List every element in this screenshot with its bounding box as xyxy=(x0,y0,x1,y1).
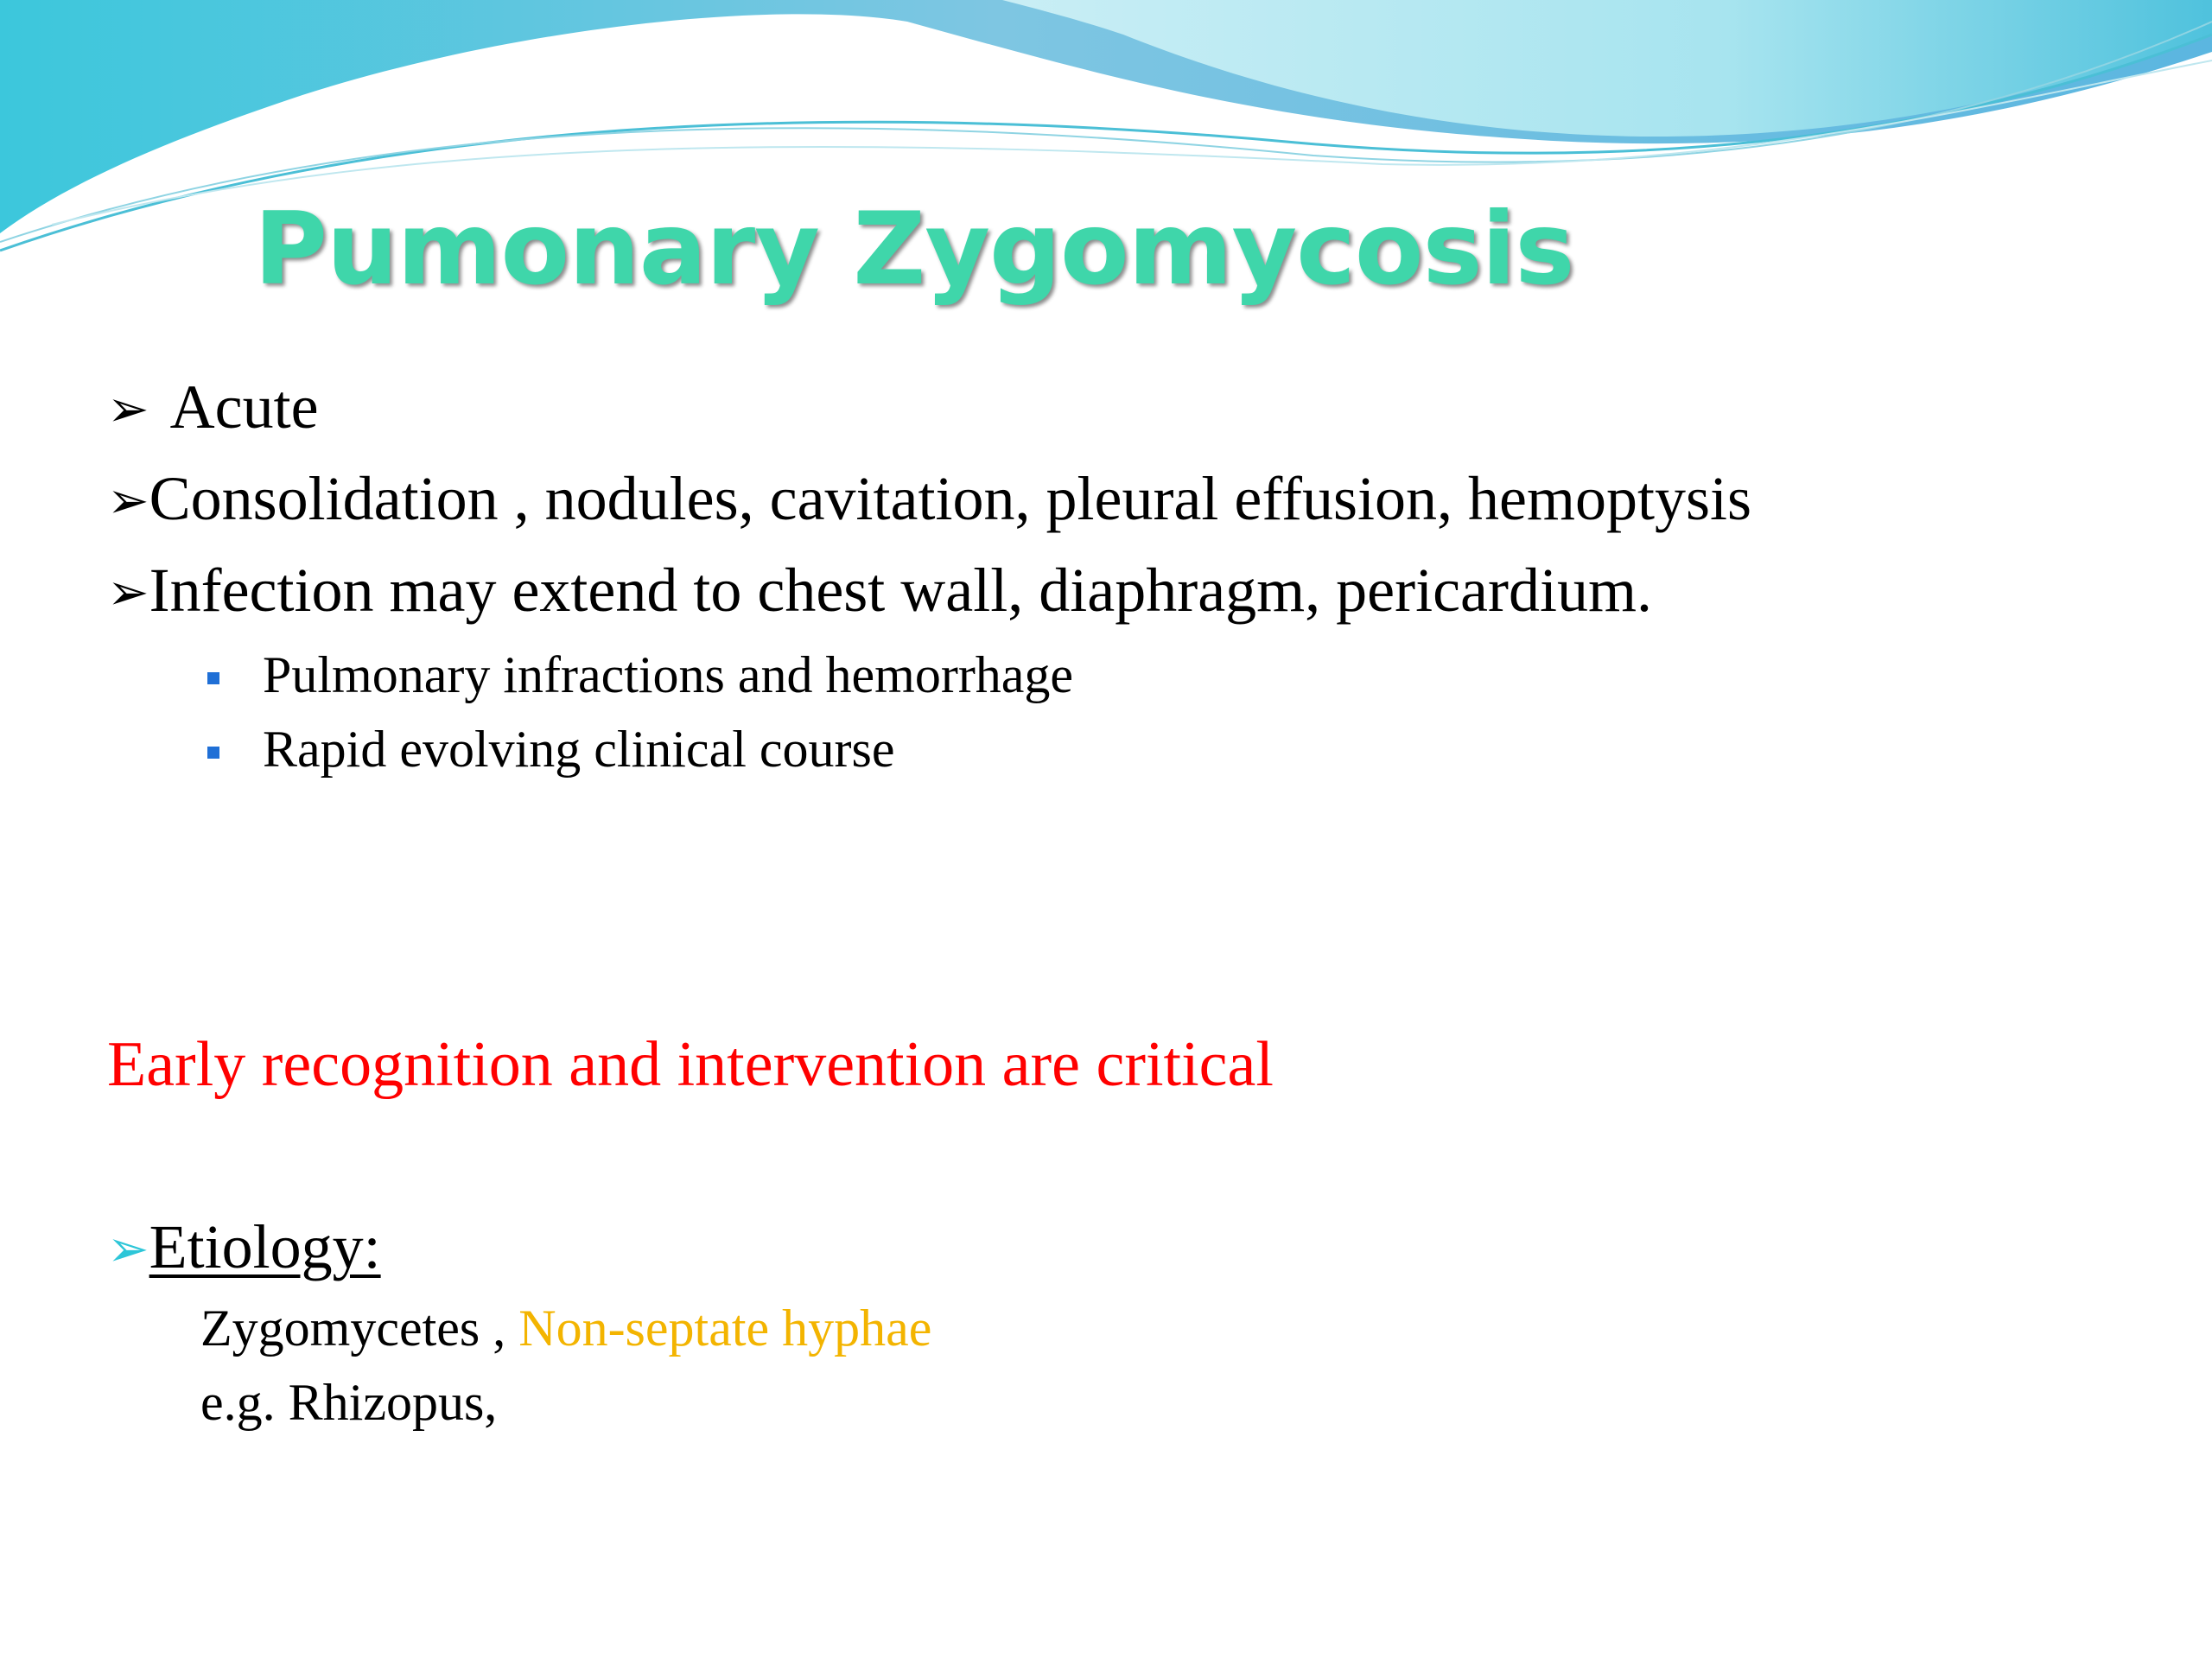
square-bullet-icon xyxy=(207,672,219,684)
arrow-bullet-icon: ➢ xyxy=(107,1219,149,1278)
arrow-bullet-icon: ➢ xyxy=(107,471,149,530)
sub-bullet-list xyxy=(107,638,2164,786)
etiology-organism: Zygomycetes , xyxy=(200,1300,519,1357)
etiology-heading xyxy=(107,1208,381,1287)
square-bullet-icon xyxy=(207,747,219,759)
sub-bullet-item xyxy=(107,712,2164,786)
sub-bullet-item xyxy=(107,638,2164,712)
bullet-text: Consolidation , nodules, cavitation, pleural effusion, hemoptysis xyxy=(149,464,1752,533)
arrow-bullet-icon: ➢ xyxy=(107,563,149,621)
bullet-text: Infection may extend to chest wall, diaphragm, pericardium. xyxy=(149,556,1652,625)
sub-bullet-text: Rapid evolving clinical course xyxy=(263,721,895,778)
critical-note: Early recognition and intervention are critical xyxy=(107,1029,1274,1100)
bullet-infection xyxy=(107,553,2164,629)
etiology-line-2: e.g. Rhizopus, xyxy=(200,1374,498,1431)
bullet-acute xyxy=(107,370,2164,446)
slide-title: Pumonary Zygomycosis xyxy=(254,191,1574,308)
arrow-bullet-icon: ➢ xyxy=(107,379,149,438)
sub-bullet-text: Pulmonary infractions and hemorrhage xyxy=(263,646,1074,703)
etiology-hyphae: Non-septate hyphae xyxy=(518,1300,932,1357)
etiology-label: Etiology: xyxy=(149,1212,381,1281)
bullet-text: Acute xyxy=(169,372,319,442)
etiology-line-1 xyxy=(200,1291,931,1365)
etiology-details xyxy=(200,1291,931,1440)
slide-body xyxy=(107,363,2164,786)
bullet-consolidation xyxy=(107,461,2164,537)
